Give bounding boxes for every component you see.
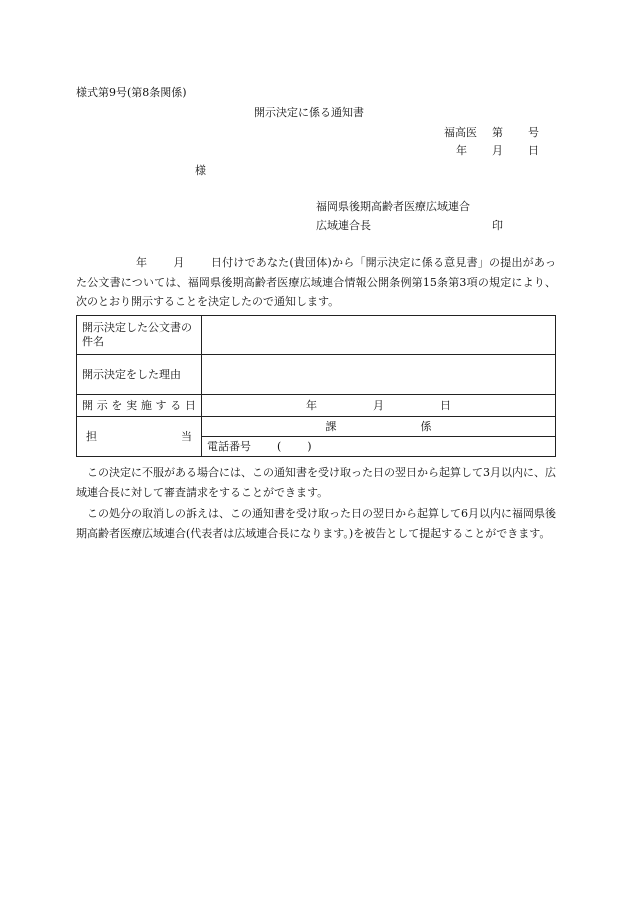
disclosure-year: 年 (306, 398, 317, 412)
sender-seal: 印 (492, 219, 503, 232)
recipient-suffix: 様 (195, 164, 206, 177)
section-kakari: 係 (420, 419, 432, 433)
appeal-note: この決定に不服がある場合には、この通知書を受け取った日の翌日から起算して3月以内に、広域連合長に対して審査請求をすることができます。 (76, 466, 556, 499)
label-char: る (170, 398, 182, 412)
doc-number-prefix: 福高医 (444, 126, 477, 139)
disclosure-day: 日 (440, 398, 451, 412)
body-paragraph (76, 253, 556, 312)
issue-day: 日 (528, 144, 539, 157)
label-char: す (155, 398, 167, 412)
label-disclosure-date-text (82, 399, 196, 413)
label-document-subject: 開示決定した公文書の件名 (77, 316, 202, 355)
doc-number-go: 号 (528, 126, 539, 139)
disclosure-month: 月 (373, 398, 384, 412)
label-char: 示 (96, 398, 108, 412)
label-contact (77, 417, 202, 457)
label-disclosure-date (77, 395, 202, 417)
lawsuit-note: この処分の取消しの訴えは、この通知書を受け取った日の翌日から起算して6月以内に福岡県後期高齢者医療広域連合(代表者は広域連合長になります。)を被告として提起することができます。 (76, 507, 556, 540)
label-contact-b: 当 (181, 429, 192, 443)
form-number: 様式第9号(第8条関係) (76, 86, 187, 99)
value-phone (202, 437, 556, 457)
label-char: 開 (82, 398, 93, 412)
phone-label: 電話番号 (207, 439, 251, 453)
value-section (202, 417, 556, 437)
body-text: 日付けであなた(貴団体)から「開示決定に係る意見書」の提出があった公文書については、福岡県後期高齢者医療広域連合情報公開条例第15条第3項の規定により、次のとおり開示することを決定したので通知します。 (76, 256, 556, 308)
label-char: 日 (184, 398, 196, 412)
body-month: 月 (173, 256, 185, 269)
label-char: を (111, 398, 123, 412)
label-contact-a: 担 (86, 429, 97, 443)
section-ka: 課 (325, 419, 337, 433)
label-reason: 開示決定をした理由 (77, 355, 202, 395)
phone-open: ( (277, 439, 282, 453)
sender-title: 広域連合長 (316, 219, 371, 232)
issue-year: 年 (456, 144, 467, 157)
value-document-subject (202, 316, 556, 355)
sender-org: 福岡県後期高齢者医療広域連合 (316, 200, 470, 213)
doc-number-dai: 第 (492, 126, 503, 139)
disclosure-table (76, 315, 556, 457)
label-char: 施 (140, 398, 152, 412)
value-reason (202, 355, 556, 395)
label-char: 実 (126, 398, 138, 412)
body-year: 年 (136, 256, 148, 269)
issue-month: 月 (492, 144, 503, 157)
document-title: 開示決定に係る通知書 (254, 106, 364, 119)
phone-close: ) (307, 439, 312, 453)
value-disclosure-date (202, 395, 556, 417)
